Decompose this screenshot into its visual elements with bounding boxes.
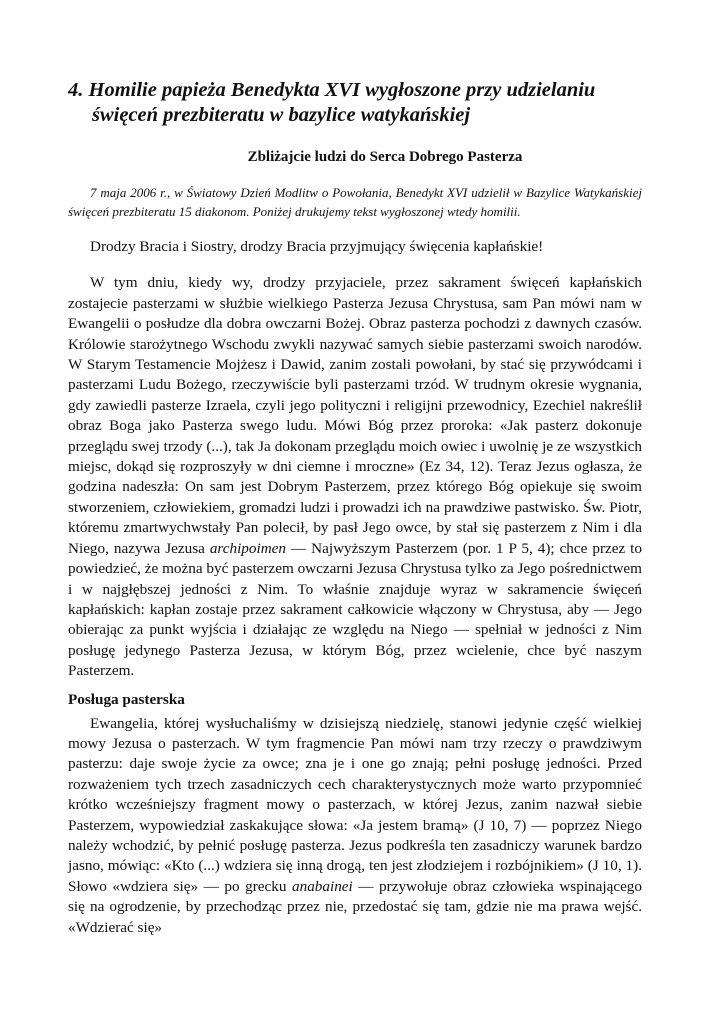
paragraph-1-text-b: — Najwyższym Pasterzem (por. 1 P 5, 4); chce przez to powiedzieć, że można być pasterzem owczarni Jezusa Chrystusa tylko za Jego pośrednictwem i w najgłębszej jedności z Nim. To właśnie znajduje wyraz w sakramencie święceń kapłańskich: kapłan zostaje przez sakrament całkowicie włączony w Chrystusa, aby — Jego obierając za punkt wyjścia i działając ze względu na Niego — spełniał w jedności z Nim posługę jedynego Pasterza Jezusa, w którym Bóg, przez wcielenie, chce być naszym Pasterzem. — [68, 539, 642, 680]
body-paragraph-1 — [68, 273, 642, 681]
paragraph-2-text-a: Ewangelia, której wysłuchaliśmy w dzisiejszą niedzielę, stanowi jedynie część wielkiej mowy Jezusa o pasterzach. W tym fragmencie Pan mówi nam trzy rzeczy o prawdziwym pasterzu: daje swoje życie za owce; zna je i one go znają; pełni posługę jedności. Przed rozważeniem tych trzech zasadniczych cech charakterystycznych może warto przypomnieć krótko wcześniejszy fragment mowy o pasterzach, w której Jezus, zanim nazwał siebie Pasterzem, wypowiedział zaskakujące słowa: «Ja jestem bramą» (J 10, 7) — poprzez Niego należy wchodzić, by pełnić posługę pasterza. Jezus podkreśla ten zasadniczy warunek bardzo jasno, mówiąc: «Kto (...) wdziera się inną drogą, ten jest złodziejem i rozbójnikiem» (J 10, 1). Słowo «wdziera się» — po grecku — [68, 714, 642, 895]
paragraph-2-text-b: — przywołuje obraz człowieka wspinającego się na ogrodzenie, by przechodząc przez nie, przedostać się tam, gdzie nie ma prawa wejść. «Wdzierać się» — [68, 877, 642, 936]
section-heading-pastoral-ministry: Posługa pasterska — [68, 690, 185, 708]
greeting-paragraph: Drodzy Bracia i Siostry, drodzy Bracia przyjmujący święcenia kapłańskie! — [90, 238, 544, 255]
chapter-title: 4. Homilie papieża Benedykta XVI wygłoszone przy udzielaniu święceń prezbiteratu w bazylice watykańskiej — [68, 79, 596, 126]
paragraph-1-text-a: W tym dniu, kiedy wy, drodzy przyjaciele, przez sakrament święceń kapłańskich zostajecie pasterzami w służbie wielkiego Pasterza Jezusa Chrystusa, sam Pan mówi nam w Ewangelii o posłudze dla dobra owczarni Bożej. Obraz pasterza pochodzi z dawnych czasów. Królowie starożytnego Wschodu zwykli nazywać samych siebie pasterzami swoich narodów. W Starym Testamencie Mojżesz i Dawid, zanim zostali powołani, by stać się przywódcami i pasterzami Ludu Bożego, rzeczywiście byli pasterzami trzód. W trudnym okresie wygnania, gdy zawiedli pasterze Izraela, czyli jego polityczni i religijni przewodnicy, Ezechiel nakreślił obraz Boga jako Pasterza swego ludu. Mówi Bóg przez proroka: «Jak pasterz dokonuje przeglądu swej trzody (...), tak Ja dokonam przeglądu moich owiec i uwolnię je ze wszystkich miejsc, dokąd się rozproszyły w dni ciemne i mroczne» (Ez 34, 12). Teraz Jezus ogłasza, że godzina nadeszła: On sam jest Dobrym Pasterzem, przez którego Bóg opiekuje się swoim stworzeniem, człowiekiem, gromadzi ludzi i prowadzi ich na prawdziwe pastwisko. Św. Piotr, któremu zmartwychwstały Pan polecił, by pasł Jego owce, by stał się pasterzem z Nim i dla Niego, nazywa Jezusa — [68, 274, 642, 557]
intro-note: 7 maja 2006 r., w Światowy Dzień Modlitw o Powołania, Benedykt XVI udzielił w Bazylice Watykańskiej święceń prezbiteratu 15 diakonom. Poniżej drukujemy tekst wygłoszonej wtedy homilii. — [68, 185, 642, 219]
document-page — [68, 78, 642, 938]
greek-term-anabainei: anabainei — [292, 877, 353, 895]
greek-term-archipoimen: archipoimen — [209, 539, 287, 557]
body-paragraph-2 — [68, 714, 642, 938]
homily-subtitle: Zbliżajcie ludzi do Serca Dobrego Pasterza — [247, 149, 523, 165]
